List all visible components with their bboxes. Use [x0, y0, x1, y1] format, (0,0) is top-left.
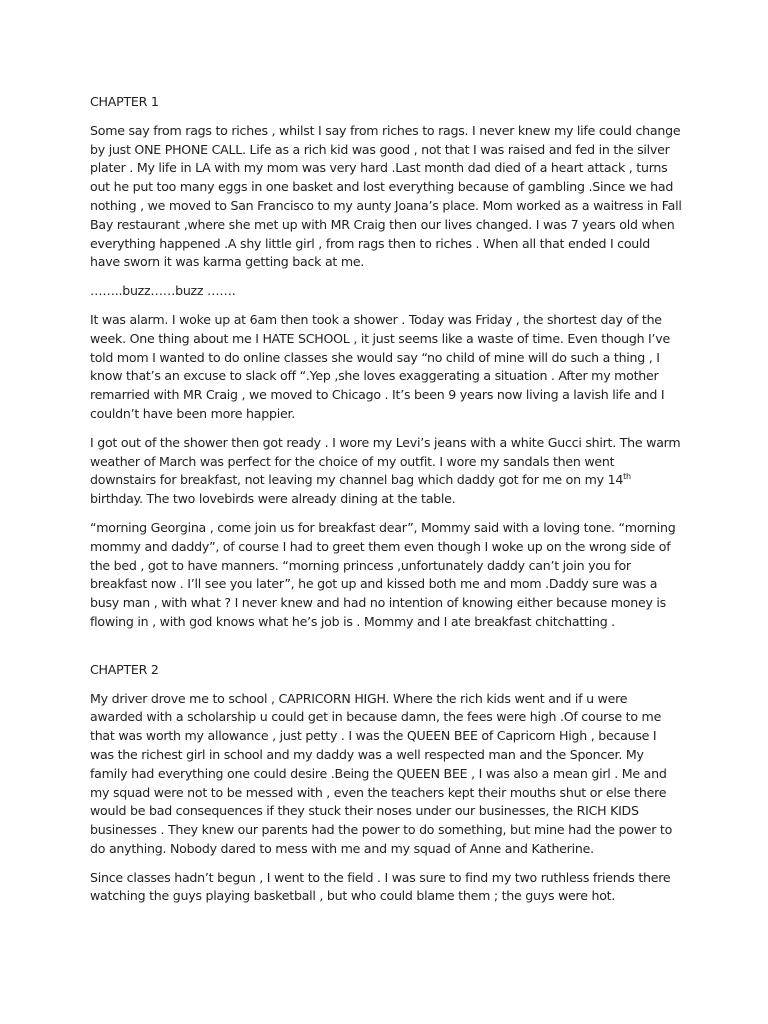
chapter-2-paragraph-2: Since classes hadn’t begun , I went to the field . I was sure to find my two ruthless friends there watching the guys playing basketball , but who could blame them ; the guys were hot.	[90, 869, 671, 904]
chapter-1-paragraph-2: ……..buzz……buzz …….	[90, 283, 236, 299]
chapter-1-paragraph-1: Some say from rags to riches , whilst I say from riches to rags. I never knew my life could change by just ONE PHONE CALL. Life as a rich kid was good , not that I was raised and fed in the silver plater . My life in LA with my mom was very hard .Last month dad died of a heart attack , turns out he put too many eggs in one basket and lost everything because of gambling .Since we had nothing , we moved to San Francisco to my aunty Joana’s place. Mom worked as a waitress in Fall Bay restaurant ,where she met up with MR Craig then our lives changed. I was 7 years old when everything happened .A shy little girl , from rags then to riches . When all that ended I could have sworn it was karma getting back at me.	[90, 122, 682, 270]
chapter-2-heading: CHAPTER 2	[90, 661, 159, 677]
chapter-1-heading: CHAPTER 1	[90, 94, 159, 109]
chapter-1-paragraph-5: “morning Georgina , come join us for breakfast dear”, Mommy said with a loving tone. “morning mommy and daddy”, of course I had to greet them even though I woke up on the wrong side of the bed , got to have manners. “morning princess ,unfortunately daddy can’t join you for breakfast now . I’ll see you later”, he got up and kissed both me and mom .Daddy sure was a busy man , with what ? I never knew and had no intention of knowing either because money is flowing in , with god knows what he’s job is . Mommy and I ate breakfast chitchatting .	[90, 519, 676, 629]
chapter-1-paragraph-4	[90, 434, 682, 509]
ordinal-suffix: th	[623, 472, 631, 482]
chapter-1-paragraph-4-text-b: birthday. The two lovebirds were already dining at the table.	[90, 491, 456, 507]
document-body	[90, 93, 682, 916]
chapter-1-paragraph-4-text-a: I got out of the shower then got ready . I wore my Levi’s jeans with a white Gucci shirt. The warm weather of March was perfect for the choice of my outfit. I wore my sandals then went downstairs for breakfast, not leaving my channel bag which daddy got for me on my 14	[90, 434, 681, 488]
chapter-1-paragraph-3: It was alarm. I woke up at 6am then took a shower . Today was Friday , the shortest day of the week. One thing about me I HATE SCHOOL , it just seems like a waste of time. Even though I’ve told mom I wanted to do online classes she would say “no child of mine will do such a thing , I know that’s an excuse to slack off “.Yep ,she loves exaggerating a situation . After my mother remarried with MR Craig , we moved to Chicago . It’s been 9 years now living a lavish life and I couldn’t have been more happier.	[90, 311, 670, 421]
chapter-2-paragraph-1: My driver drove me to school , CAPRICORN HIGH. Where the rich kids went and if u were awarded with a scholarship u could get in because damn, the fees were high .Of course to me that was worth my allowance , just petty . I was the QUEEN BEE of Capricorn High , because I was the richest girl in school and my daddy was a well respected man and the Sponcer. My family had everything one could desire .Being the QUEEN BEE , I was also a mean girl . Me and my squad were not to be messed with , even the teachers kept their mouths shut or else there would be bad consequences if they stuck their noses under our businesses, the RICH KIDS businesses . They knew our parents had the power to do something, but mine had the power to do anything. Nobody dared to mess with me and my squad of Anne and Katherine.	[90, 690, 673, 856]
